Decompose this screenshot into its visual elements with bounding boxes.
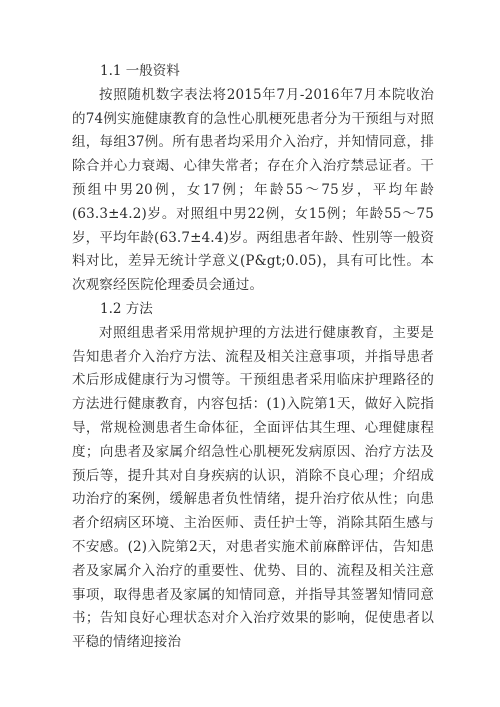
- paragraph-general-data: 按照随机数字表法将2015年7月-2016年7月本院收治的74例实施健康教育的急性心肌梗死患者分为干预组与对照组，每组37例。所有患者均采用介入治疗，并知情同意，排除合并心力衰竭、心律失常者；存在介入治疗禁忌证者。干预组中男20例，女17例；年龄55～75岁，平均年龄(63.3±4.2)岁。对照组中男22例，女15例；年龄55～75岁，平均年龄(63.7±4.4)岁。两组患者年龄、性别等一般资料对比，差异无统计学意义(P&gt;0.05)，具有可比性。本次观察经医院伦理委员会通过。: [72, 86, 434, 294]
- paragraph-methods: 对照组患者采用常规护理的方法进行健康教育，主要是告知患者介入治疗方法、流程及相关注意事项，并指导患者术后形成健康行为习惯等。干预组患者采用临床护理路径的方法进行健康教育，内容包括：(1)入院第1天，做好入院指导，常规检测患者生命体征，全面评估其生理、心理健康程度；向患者及家属介绍急性心肌梗死发病原因、治疗方法及预后等，提升其对自身疾病的认识，消除不良心理；介绍成功治疗的案例，缓解患者负性情绪，提升治疗依从性；向患者介绍病区环境、主治医师、责任护士等，消除其陌生感与不安感。(2)入院第2天，对患者实施术前麻醉评估，告知患者及家属介入治疗的重要性、优势、目的、流程及相关注意事项，取得患者及家属的知情同意，并指导其签署知情同意书；告知良好心理状态对介入治疗效果的影响，促使患者以平稳的情绪迎接治: [72, 324, 434, 651]
- document-body: [72, 60, 434, 655]
- section-heading-methods: 1.2 方法: [100, 300, 153, 317]
- section-heading-general-data: 1.1 一般资料: [100, 63, 180, 79]
